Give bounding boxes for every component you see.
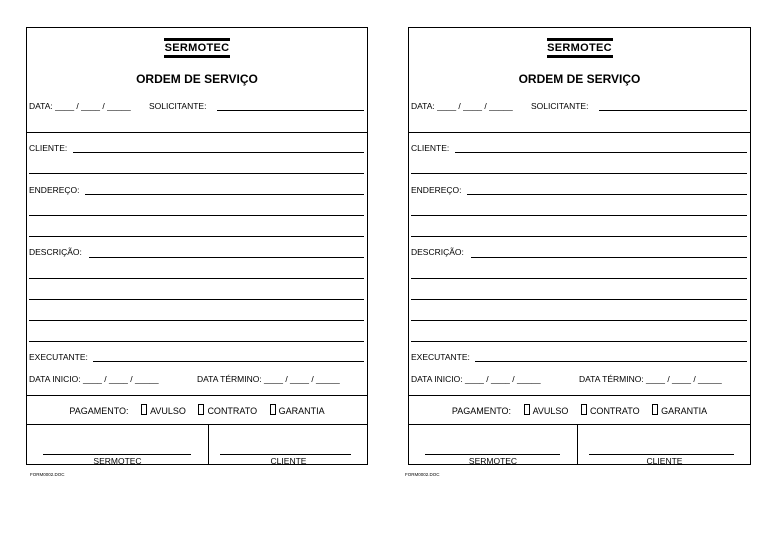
endereco-line[interactable] [411,215,747,216]
endereco-line[interactable] [411,236,747,237]
checkbox-icon[interactable] [270,404,276,415]
payment-option-avulso[interactable]: AVULSO [524,406,569,416]
form-title: ORDEM DE SERVIÇO [518,72,641,86]
cliente-line[interactable] [411,173,747,174]
endereco-label: ENDEREÇO: [29,185,80,195]
endereco-line[interactable] [85,194,364,195]
descricao-line[interactable] [411,278,747,279]
data-inicio-field[interactable]: DATA INICIO: ____ / ____ / _____ [411,374,541,384]
data-inicio-field[interactable]: DATA INICIO: ____ / ____ / _____ [29,374,159,384]
signature-line[interactable] [425,454,560,455]
descricao-line[interactable] [471,257,747,258]
payment-row [409,404,750,416]
checkbox-icon[interactable] [652,404,658,415]
payment-label: PAGAMENTO: [451,406,512,416]
signature-line[interactable] [589,454,734,455]
service-order-form-left [26,27,368,465]
descricao-label: DESCRIÇÃO: [29,247,82,257]
payment-row [27,404,367,416]
section-divider [27,424,367,425]
section-divider [409,132,750,133]
endereco-line[interactable] [29,215,364,216]
executante-label: EXECUTANTE: [29,352,88,362]
descricao-line[interactable] [89,257,364,258]
solicitante-line[interactable] [599,110,747,111]
endereco-line[interactable] [29,236,364,237]
section-divider [409,424,750,425]
endereco-line[interactable] [467,194,747,195]
descricao-line[interactable] [29,299,364,300]
descricao-line[interactable] [29,341,364,342]
payment-option-garantia[interactable]: GARANTIA [652,406,707,416]
signature-line[interactable] [43,454,191,455]
payment-label: PAGAMENTO: [69,406,129,416]
data-termino-field[interactable]: DATA TÉRMINO: ____ / ____ / _____ [579,374,722,384]
date-field[interactable]: DATA: ____ / ____ / _____ [29,101,131,111]
checkbox-icon[interactable] [581,404,587,415]
descricao-line[interactable] [29,278,364,279]
date-field[interactable]: DATA: ____ / ____ / _____ [411,101,513,111]
checkbox-icon[interactable] [198,404,204,415]
cliente-line[interactable] [73,152,364,153]
executante-line[interactable] [475,361,747,362]
solicitante-line[interactable] [217,110,364,111]
payment-option-contrato[interactable]: CONTRATO [198,406,257,416]
form-code: FORM0002.DOC [30,472,65,477]
signature-label-cliente: CLIENTE [646,456,683,466]
signature-label-sermotec: SERMOTEC [93,456,142,466]
checkbox-icon[interactable] [141,404,147,415]
form-title: ORDEM DE SERVIÇO [136,72,258,86]
signature-label-cliente: CLIENTE [270,456,307,466]
cliente-line[interactable] [29,173,364,174]
sermotec-logo: SERMOTEC [164,38,230,58]
descricao-label: DESCRIÇÃO: [411,247,464,257]
section-divider [27,132,367,133]
form-code: FORM0002.DOC [405,472,440,477]
signature-line[interactable] [220,454,351,455]
executante-line[interactable] [93,361,364,362]
sermotec-logo: SERMOTEC [547,38,613,58]
service-order-form-right [408,27,751,465]
section-divider [409,395,750,396]
payment-option-garantia[interactable]: GARANTIA [270,406,325,416]
solicitante-label: SOLICITANTE: [531,101,589,111]
descricao-line[interactable] [411,299,747,300]
section-divider [27,395,367,396]
cliente-label: CLIENTE: [29,143,68,153]
cliente-label: CLIENTE: [411,143,450,153]
descricao-line[interactable] [411,320,747,321]
cliente-line[interactable] [455,152,747,153]
solicitante-label: SOLICITANTE: [149,101,207,111]
descricao-line[interactable] [29,320,364,321]
checkbox-icon[interactable] [524,404,530,415]
payment-option-avulso[interactable]: AVULSO [141,406,186,416]
executante-label: EXECUTANTE: [411,352,470,362]
endereco-label: ENDEREÇO: [411,185,462,195]
signature-label-sermotec: SERMOTEC [468,456,518,466]
payment-option-contrato[interactable]: CONTRATO [581,406,640,416]
data-termino-field[interactable]: DATA TÉRMINO: ____ / ____ / _____ [197,374,340,384]
descricao-line[interactable] [411,341,747,342]
